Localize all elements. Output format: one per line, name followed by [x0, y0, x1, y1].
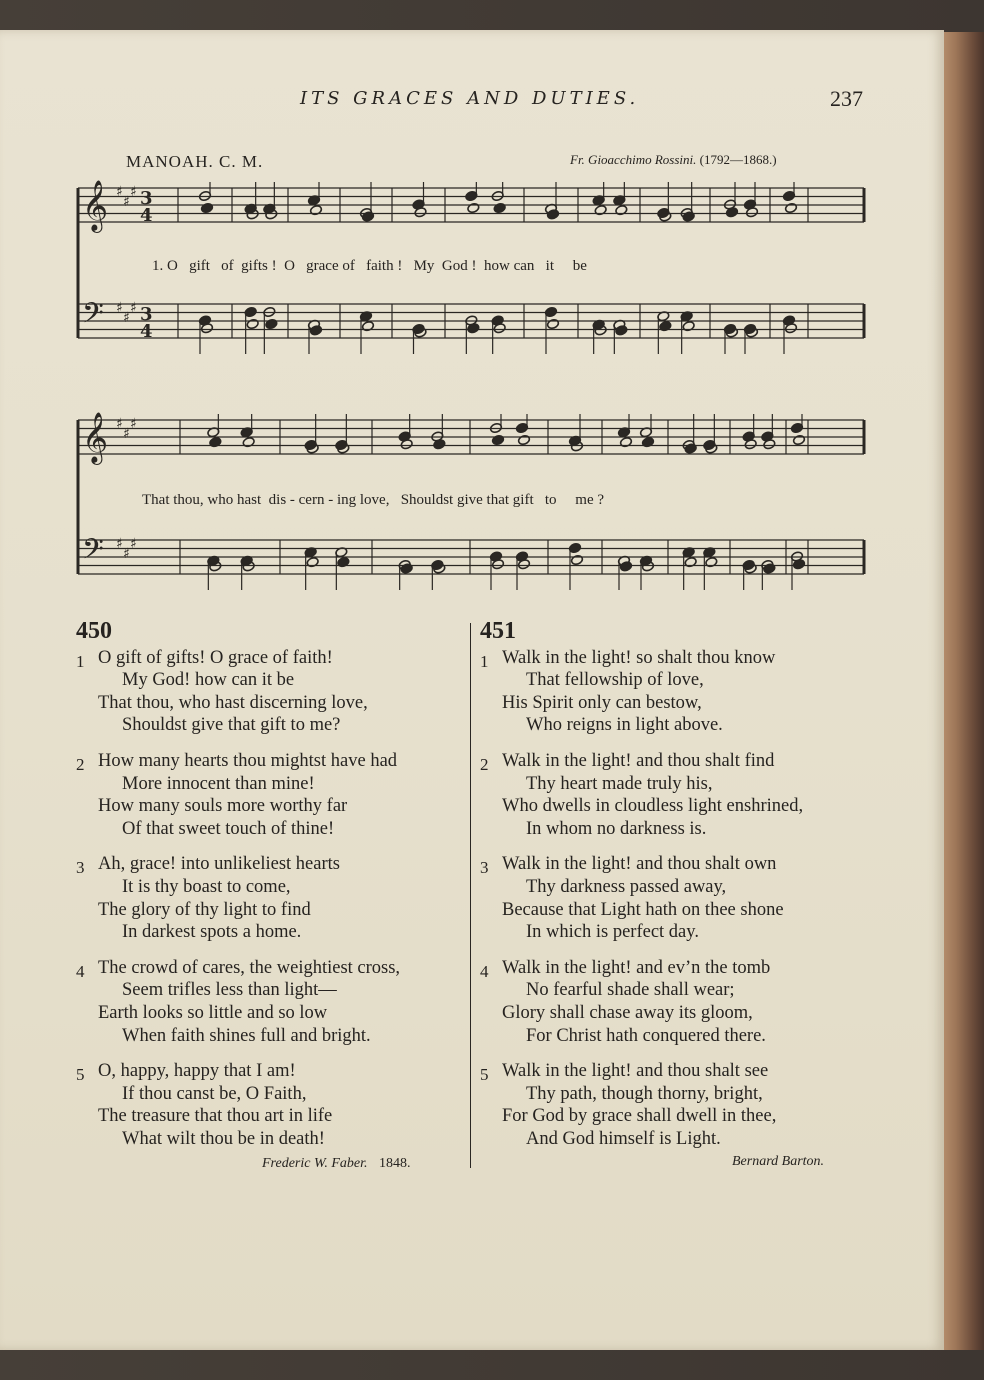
- verse-line: Who reigns in light above.: [526, 715, 723, 736]
- bass-clef-icon: 𝄢: [82, 533, 104, 573]
- author-year: 1848.: [379, 1156, 411, 1171]
- time-signature: 4: [140, 321, 153, 342]
- verse-line: For God by grace shall dwell in thee,: [502, 1106, 777, 1127]
- sharp-icon: ♯: [116, 416, 123, 432]
- author-name: Frederic W. Faber.: [262, 1156, 368, 1171]
- time-signature: 4: [140, 205, 153, 226]
- sharp-icon: ♯: [116, 184, 123, 200]
- composer-name: Fr. Gioacchimo Rossini.: [570, 152, 697, 167]
- music-score: [0, 0, 984, 620]
- verse-line: How many hearts thou mightst have had: [98, 750, 398, 771]
- note-head: [546, 209, 559, 220]
- sharp-icon: ♯: [123, 310, 130, 326]
- sharp-icon: ♯: [130, 416, 137, 432]
- verse-4: [480, 957, 880, 1047]
- note-head: [684, 443, 697, 454]
- verse-4: [76, 957, 466, 1047]
- sharp-icon: ♯: [123, 194, 130, 210]
- sharp-icon: ♯: [130, 536, 137, 552]
- note-head: [784, 202, 797, 213]
- verse-line: Earth looks so little and so low: [98, 1002, 328, 1023]
- verse-number: 3: [480, 858, 489, 878]
- verse-number: 4: [76, 961, 85, 981]
- sharp-icon: ♯: [123, 426, 130, 442]
- hymn-450: [76, 620, 466, 1163]
- verse-line: In whom no darkness is.: [526, 818, 707, 839]
- verse-line: How many souls more worthy far: [98, 796, 348, 817]
- note-head: [246, 318, 259, 329]
- treble-clef-icon: 𝄞: [82, 412, 109, 463]
- verse-number: 3: [76, 858, 85, 878]
- verse-line: Thy darkness passed away,: [526, 876, 727, 897]
- verse-line: Shouldst give that gift to me?: [122, 715, 341, 736]
- verse-line: Walk in the light! and ev’n the tomb: [502, 957, 771, 978]
- sharp-icon: ♯: [130, 184, 137, 200]
- verse-line: O gift of gifts! O grace of faith!: [98, 647, 333, 668]
- note-head: [491, 434, 504, 445]
- verse-number: 2: [76, 754, 85, 774]
- verse-number: 5: [480, 1065, 489, 1085]
- running-head: ITS GRACES AND DUTIES.: [300, 88, 640, 109]
- verse-line: That fellowship of love,: [526, 670, 704, 691]
- verse-line: Walk in the light! and thou shalt see: [502, 1061, 769, 1082]
- verse-line: Walk in the light! and thou shalt own: [502, 854, 777, 875]
- verse-line: No fearful shade shall wear;: [526, 980, 735, 1001]
- verse-line: Who dwells in cloudless light enshrined,: [502, 796, 804, 817]
- verse-1: [76, 647, 466, 737]
- verse-2: [76, 750, 466, 840]
- verse-line: The treasure that thou art in life: [98, 1106, 333, 1127]
- verse-number: 1: [480, 651, 489, 671]
- note-head: [467, 202, 480, 213]
- note-head: [792, 434, 805, 445]
- verse-line: The crowd of cares, the weightiest cross,: [98, 957, 401, 978]
- verse-number: 5: [76, 1065, 85, 1085]
- note-head: [200, 202, 213, 213]
- verse-line: Ah, grace! into unlikeliest hearts: [98, 854, 340, 875]
- verse-line: When faith shines full and bright.: [122, 1025, 371, 1046]
- verse-line: For Christ hath conquered there.: [526, 1025, 766, 1046]
- hymn-451-verses: [480, 647, 880, 1151]
- note-head: [619, 561, 632, 572]
- verse-2: [480, 750, 880, 840]
- page-number: 237: [830, 86, 863, 111]
- lyric-line-2: That thou, who hast dis - cern - ing love, Shouldst give that gift to me ?: [142, 492, 605, 508]
- verse-line: Seem trifles less than light—: [122, 980, 337, 1001]
- verse-line: Glory shall chase away its gloom,: [502, 1002, 753, 1023]
- time-signature: 3: [140, 188, 153, 209]
- verse-number: 1: [76, 651, 85, 671]
- verse-line: Thy heart made truly his,: [526, 773, 713, 794]
- sharp-icon: ♯: [116, 300, 123, 316]
- verse-line: It is thy boast to come,: [122, 876, 291, 897]
- sharp-icon: ♯: [130, 300, 137, 316]
- note-head: [265, 318, 278, 329]
- verse-5: [480, 1060, 880, 1150]
- verse-line: More innocent than mine!: [122, 773, 315, 794]
- verse-line: Walk in the light! so shalt thou know: [502, 647, 776, 668]
- note-head: [400, 563, 413, 574]
- hymn-number: 450: [76, 618, 112, 644]
- composer-dates: (1792—1868.): [699, 152, 777, 167]
- verse-line: Thy path, though thorny, bright,: [526, 1083, 763, 1104]
- verse-line: Because that Light hath on thee shone: [502, 899, 784, 920]
- hymn-450-verses: [76, 647, 466, 1151]
- verse-line: In darkest spots a home.: [122, 922, 302, 943]
- note-head: [570, 554, 583, 565]
- hymn-450-author: [262, 1156, 411, 1172]
- time-signature: 3: [140, 304, 153, 325]
- hymn-451: [480, 620, 880, 1163]
- verse-3: [480, 853, 880, 943]
- bass-clef-icon: 𝄢: [82, 297, 104, 337]
- verse-line: My God! how can it be: [122, 670, 295, 691]
- tune-name: MANOAH. C. M.: [126, 152, 264, 171]
- note-head: [615, 325, 628, 336]
- sharp-icon: ♯: [123, 546, 130, 562]
- verse-number: 2: [480, 754, 489, 774]
- treble-clef-icon: 𝄞: [82, 180, 109, 231]
- verse-line: That thou, who hast discerning love,: [98, 692, 368, 713]
- note-head: [546, 318, 559, 329]
- verse-number: 4: [480, 961, 489, 981]
- note-head: [517, 434, 530, 445]
- verse-line: In which is perfect day.: [526, 922, 699, 943]
- note-head: [361, 211, 374, 222]
- verse-line: Walk in the light! and thou shalt find: [502, 750, 775, 771]
- verse-line: What wilt thou be in death!: [122, 1128, 325, 1149]
- hymn-451-author: Bernard Barton.: [732, 1154, 825, 1169]
- note-head: [309, 325, 322, 336]
- verse-line: Of that sweet touch of thine!: [122, 818, 335, 839]
- note-head: [682, 211, 695, 222]
- note-head: [763, 563, 776, 574]
- sharp-icon: ♯: [116, 536, 123, 552]
- verse-line: His Spirit only can bestow,: [502, 692, 702, 713]
- column-divider: [470, 623, 471, 1168]
- verse-3: [76, 853, 466, 943]
- hymn-number: 451: [480, 618, 516, 644]
- note-head: [493, 202, 506, 213]
- verse-1: [480, 647, 880, 737]
- lyric-line-1: 1. O gift of gifts ! O grace of faith ! My God ! how can it be: [152, 258, 587, 274]
- verse-5: [76, 1060, 466, 1150]
- verse-line: The glory of thy light to find: [98, 899, 311, 920]
- verse-line: If thou canst be, O Faith,: [122, 1083, 307, 1104]
- verse-line: O, happy, happy that I am!: [98, 1061, 296, 1082]
- verse-line: And God himself is Light.: [526, 1128, 721, 1149]
